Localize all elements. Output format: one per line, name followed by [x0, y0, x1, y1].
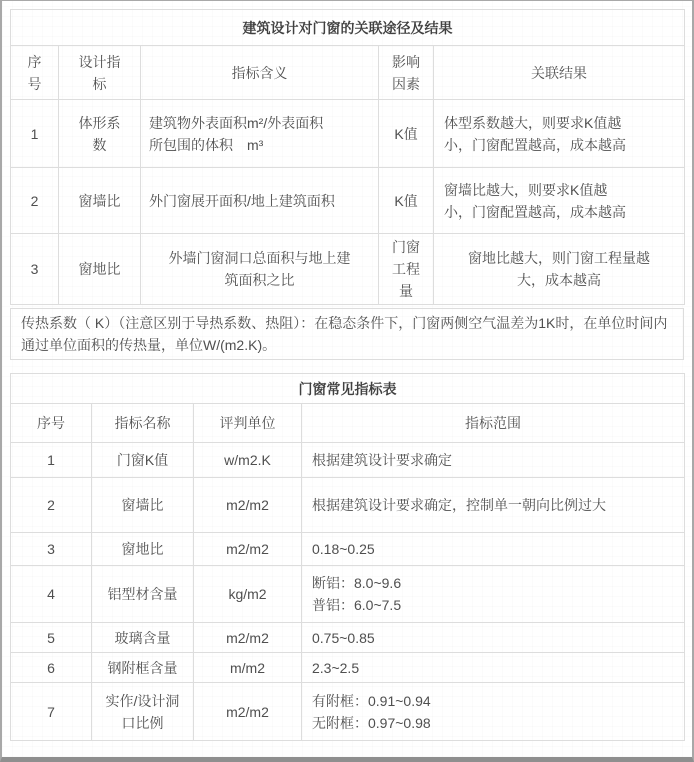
column-header-meaning: 指标含义 — [141, 46, 379, 100]
cell-unit: m2/m2 — [194, 623, 302, 653]
cell-range-text: 根据建筑设计要求确定，控制单一朝向比例过大 — [312, 497, 606, 513]
cell-range-text: 无附框：0.97~0.98 — [312, 714, 431, 731]
cell-range — [302, 683, 685, 741]
table-row — [11, 100, 685, 168]
column-header-range: 指标范围 — [302, 404, 685, 443]
column-header-result: 关联结果 — [434, 46, 685, 100]
table-row — [11, 683, 685, 741]
cell-range — [302, 653, 685, 683]
cell-unit: m/m2 — [194, 653, 302, 683]
cell-result-text: 体型系数越大，则要求K值越小，门窗配置越高，成本越高 — [444, 114, 626, 153]
cell-name: 铝型材含量 — [92, 566, 194, 623]
cell-unit: m2/m2 — [194, 478, 302, 533]
cell-indicator: 窗地比 — [59, 234, 141, 305]
cell-result — [434, 168, 685, 234]
cell-meaning-text: 外墙门窗洞口总面积与地上建筑面积之比 — [168, 250, 351, 288]
cell-factor: 门窗工程量 — [379, 234, 434, 305]
k-value-note: 传热系数（ K）（注意区别于导热系数、热阻）：在稳态条件下，门窗两侧空气温差为1K时，在单位时间内通过单位面积的传热量，单位W/(m2.K)。 — [10, 308, 684, 360]
cell-range-text: 有附框：0.91~0.94 — [312, 692, 431, 709]
cell-meaning — [141, 234, 379, 305]
column-header-unit: 评判单位 — [194, 404, 302, 443]
cell-meaning — [141, 168, 379, 234]
cell-name: 实作/设计洞口比例 — [92, 683, 194, 741]
cell-no: 1 — [11, 443, 92, 478]
cell-unit: kg/m2 — [194, 566, 302, 623]
table-row — [11, 234, 685, 305]
cell-range-text: 2.3~2.5 — [312, 659, 360, 676]
cell-no: 6 — [11, 653, 92, 683]
indicator-table-title: 门窗常见指标表 — [11, 374, 685, 404]
cell-result — [434, 100, 685, 168]
cell-range-text: 断铝：8.0~9.6 — [312, 575, 402, 591]
cell-result-text: 窗墙比越大，则要求K值越小，门窗配置越高，成本越高 — [444, 181, 626, 220]
relation-table — [10, 9, 685, 305]
cell-indicator: 体形系数 — [59, 100, 141, 168]
cell-unit: m2/m2 — [194, 683, 302, 741]
cell-meaning — [141, 100, 379, 168]
cell-no: 3 — [11, 533, 92, 566]
table-row — [11, 566, 685, 623]
column-header-indicator: 设计指标 — [59, 46, 141, 100]
cell-unit: m2/m2 — [194, 533, 302, 566]
cell-name: 玻璃含量 — [92, 623, 194, 653]
cell-no: 1 — [11, 100, 59, 168]
table-row — [11, 478, 685, 533]
cell-range — [302, 533, 685, 566]
table-row — [11, 443, 685, 478]
cell-range-text: 0.18~0.25 — [312, 541, 375, 557]
column-header-no: 序号 — [11, 404, 92, 443]
column-header-name: 指标名称 — [92, 404, 194, 443]
cell-range — [302, 566, 685, 623]
cell-range-text: 根据建筑设计要求确定 — [312, 452, 452, 468]
indicator-table — [10, 373, 685, 741]
cell-range — [302, 443, 685, 478]
cell-meaning-text: 外门窗展开面积/地上建筑面积 — [149, 193, 335, 210]
table-row — [11, 168, 685, 234]
cell-name: 钢附框含量 — [92, 653, 194, 683]
cell-range-text: 普铝：6.0~7.5 — [312, 597, 402, 613]
cell-result — [434, 234, 685, 305]
cell-no: 2 — [11, 168, 59, 234]
cell-name: 窗地比 — [92, 533, 194, 566]
cell-unit: w/m2.K — [194, 443, 302, 478]
cell-no: 3 — [11, 234, 59, 305]
cell-indicator: 窗墙比 — [59, 168, 141, 234]
relation-table-title: 建筑设计对门窗的关联途径及结果 — [11, 10, 685, 46]
cell-result-text: 窗地比越大，则门窗工程量越大，成本越高 — [468, 250, 651, 288]
column-header-no: 序号 — [11, 46, 59, 100]
cell-range — [302, 623, 685, 653]
cell-name: 窗墙比 — [92, 478, 194, 533]
cell-range — [302, 478, 685, 533]
cell-no: 2 — [11, 478, 92, 533]
cell-name: 门窗K值 — [92, 443, 194, 478]
cell-no: 7 — [11, 683, 92, 741]
cell-no: 5 — [11, 623, 92, 653]
column-header-factor: 影响因素 — [379, 46, 434, 100]
table-row — [11, 653, 685, 683]
cell-no: 4 — [11, 566, 92, 623]
table-row — [11, 623, 685, 653]
cell-meaning-text: 建筑物外表面积m²/外表面积所包围的体积 m³ — [149, 114, 324, 153]
cell-range-text: 0.75~0.85 — [312, 629, 375, 646]
cell-factor: K值 — [379, 168, 434, 234]
cell-factor: K值 — [379, 100, 434, 168]
table-row — [11, 533, 685, 566]
